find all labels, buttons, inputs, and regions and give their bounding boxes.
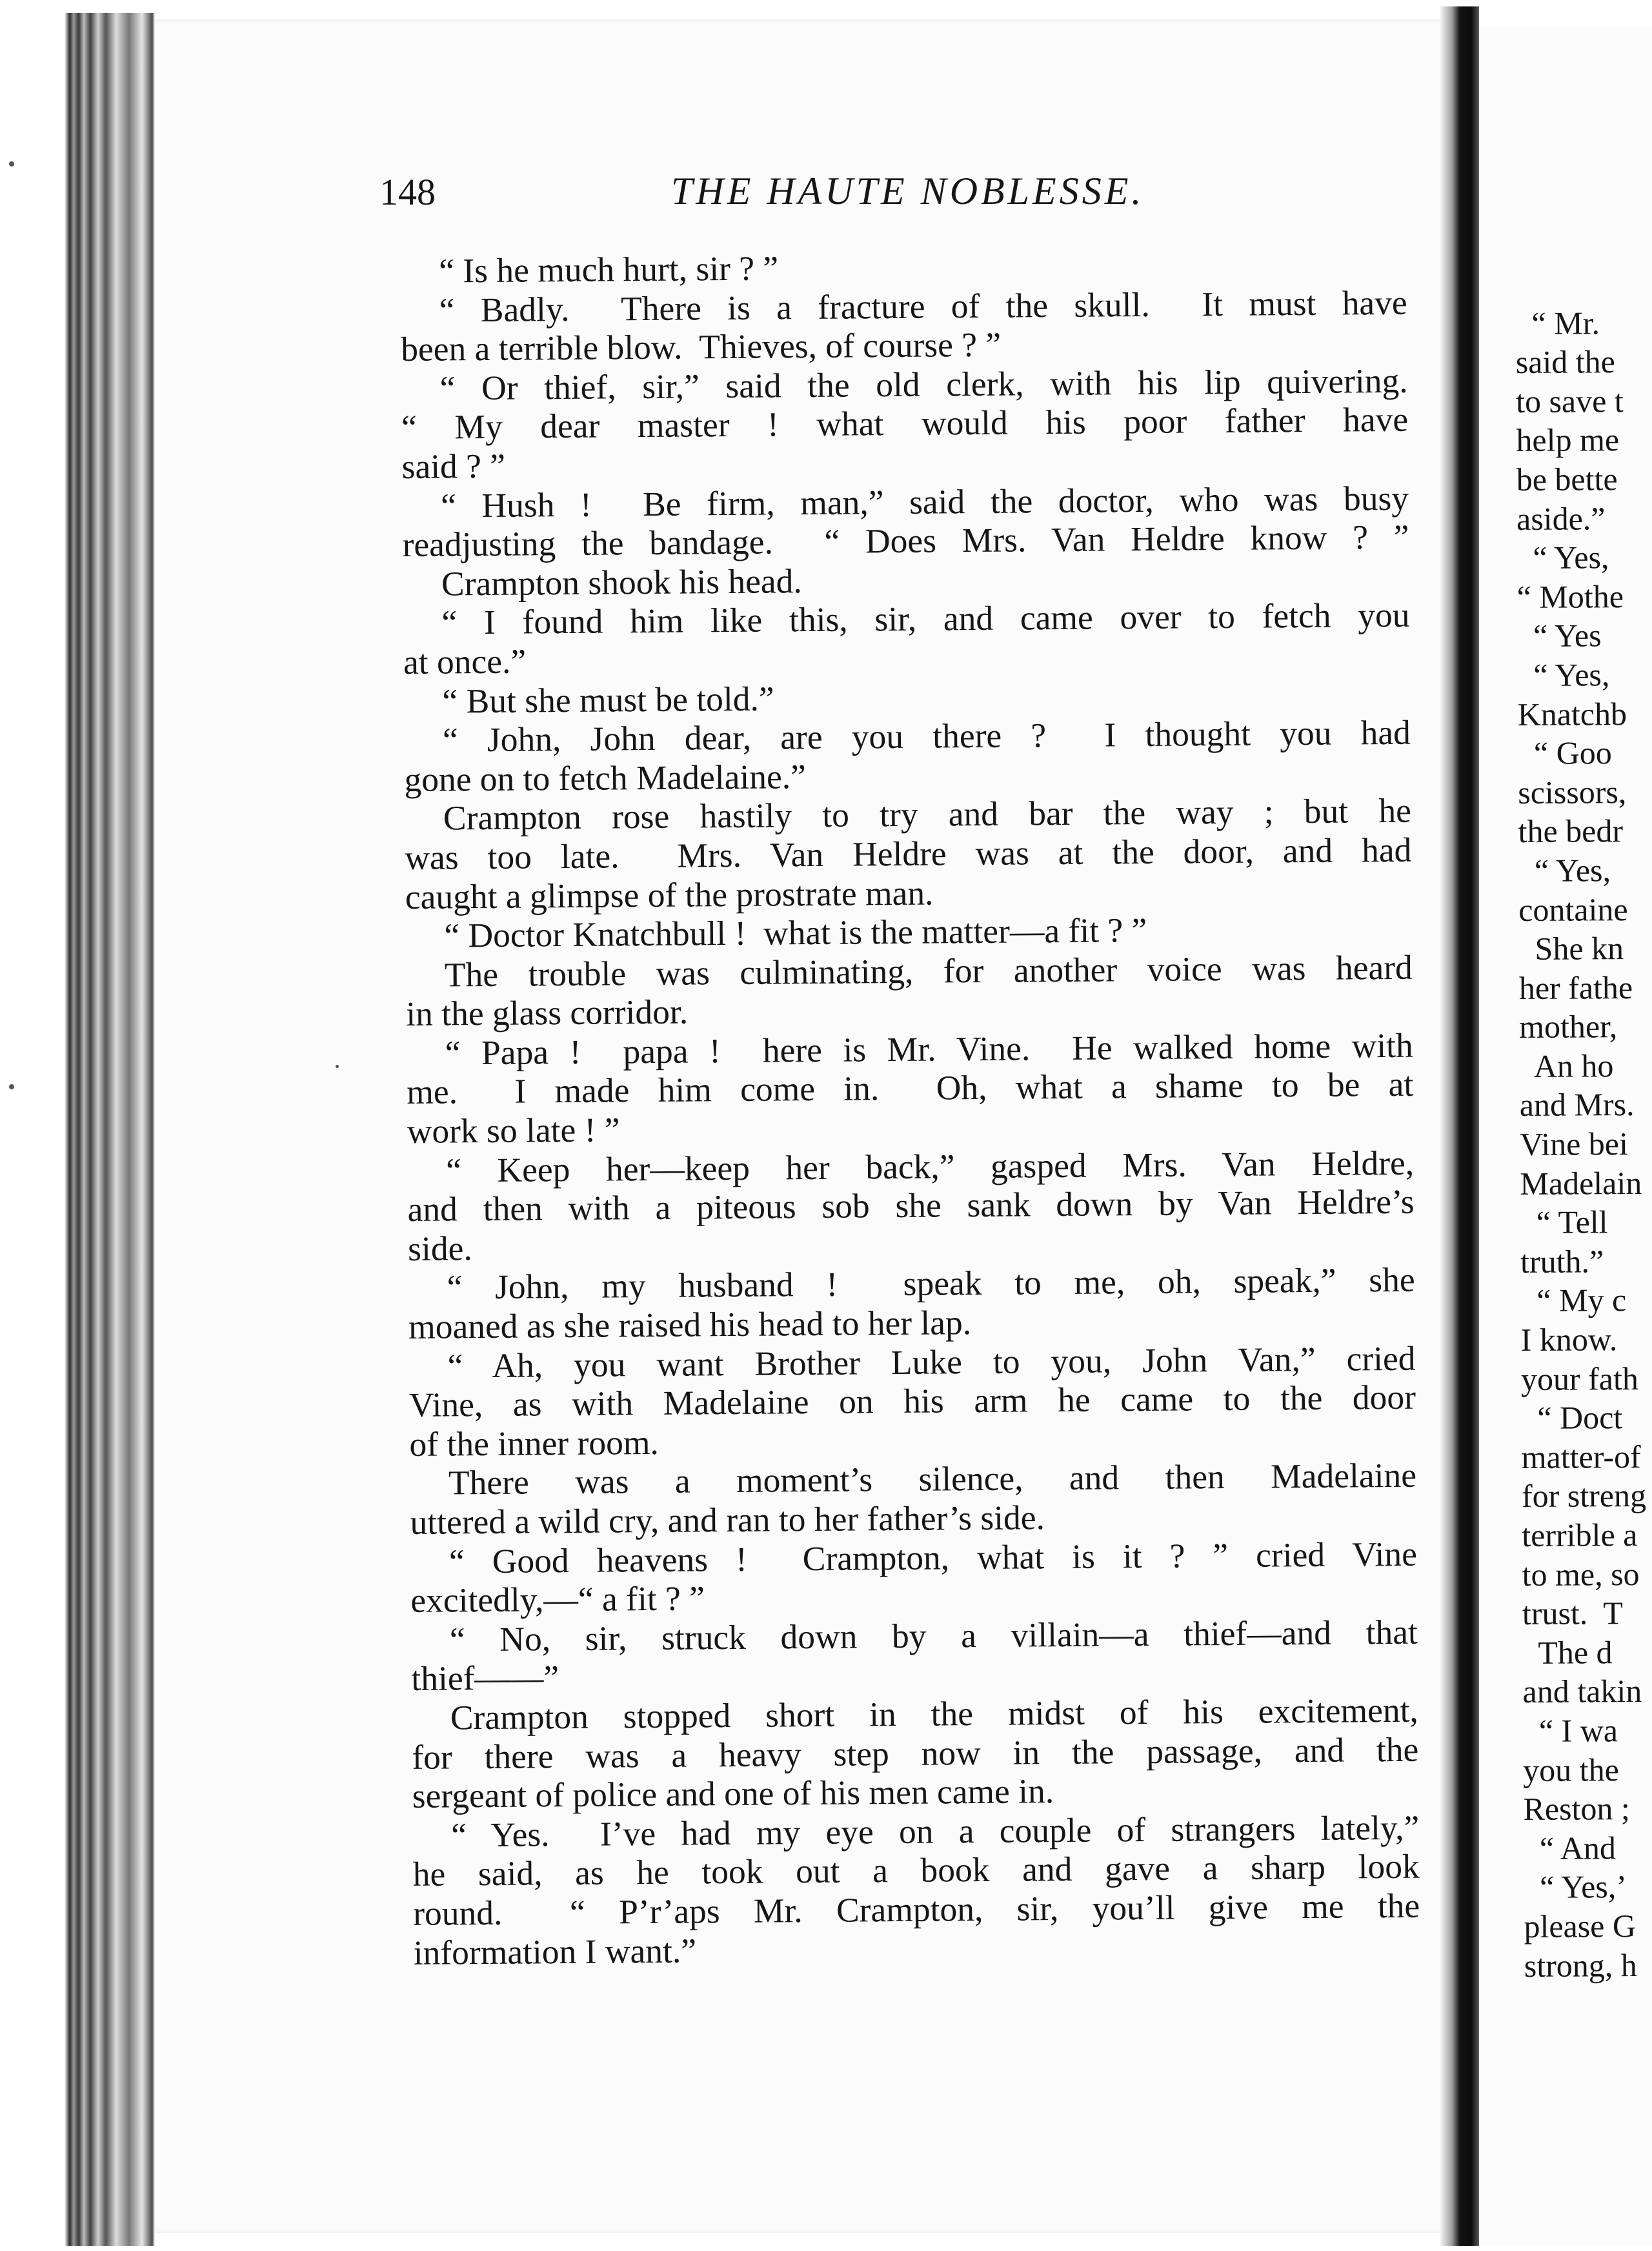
text-line: Crampton stopped short in the midst of his excitement, xyxy=(450,1690,1419,1737)
text-line: “ Hush ! Be firm, man,” said the doctor, who was busy xyxy=(440,478,1409,525)
text-line: Crampton rose hastily to try and bar the way ; but he xyxy=(443,791,1412,838)
text-line: gone on to fetch Madelaine.” xyxy=(404,756,807,799)
partial-text-line: your fath xyxy=(1520,1360,1639,1397)
text-line: information I want.” xyxy=(413,1931,697,1972)
page-number: 148 xyxy=(379,171,436,213)
partial-text-line: Reston ; xyxy=(1523,1790,1630,1828)
partial-text-line: aside.” xyxy=(1516,500,1606,537)
partial-text-line: The d xyxy=(1522,1634,1613,1671)
scan-speck xyxy=(9,161,14,167)
partial-text-line: help me xyxy=(1516,421,1620,459)
partial-text-line: matter-of xyxy=(1521,1438,1641,1475)
text-line: “ Keep her—keep her back,” gasped Mrs. Van Heldre, xyxy=(445,1143,1415,1190)
partial-text-line: An ho xyxy=(1519,1047,1614,1084)
text-line: he said, as he took out a book and gave a sharp look xyxy=(412,1847,1420,1894)
partial-text-line: She kn xyxy=(1518,930,1624,967)
text-line: “ My dear master ! what would his poor father have xyxy=(401,400,1409,447)
partial-text-line: “ Yes, xyxy=(1518,852,1611,889)
text-line: thief——” xyxy=(411,1658,559,1699)
partial-text-line: said the xyxy=(1515,343,1616,381)
text-line: Crampton shook his head. xyxy=(441,561,802,603)
partial-text-line: “ Goo xyxy=(1517,734,1612,772)
text-line: excitedly,—“ a fit ? ” xyxy=(410,1579,705,1620)
partial-text-line: you the xyxy=(1523,1751,1619,1788)
text-line: “ Ah, you want Brother Luke to you, John Van,” cried xyxy=(447,1338,1416,1386)
partial-text-line xyxy=(1515,264,1652,304)
text-line: “ John, my husband ! speak to me, oh, speak,” she xyxy=(447,1260,1415,1307)
text-line: in the glass corridor. xyxy=(406,992,689,1034)
text-line: “ Papa ! papa ! here is Mr. Vine. He walked home with xyxy=(445,1025,1413,1073)
partial-text-line: “ Yes,’ xyxy=(1524,1868,1627,1906)
text-line: been a terrible blow. Thieves, of course ? ” xyxy=(400,325,1002,369)
partial-text-line: “ And xyxy=(1523,1829,1617,1866)
partial-text-line: Knatchb xyxy=(1517,695,1627,732)
partial-text-line: for streng xyxy=(1521,1477,1647,1515)
text-line: There was a moment’s silence, and then Madelaine xyxy=(448,1456,1417,1502)
partial-text-line: “ Yes, xyxy=(1517,656,1610,693)
partial-text-line: trust. T xyxy=(1522,1595,1624,1632)
partial-text-line: Vine bei xyxy=(1519,1126,1629,1163)
partial-text-line: “ Mr. xyxy=(1515,304,1600,341)
partial-text-line: scissors, xyxy=(1518,773,1627,811)
partial-text-line: “ Tell xyxy=(1520,1204,1608,1241)
partial-text-line: Madelain xyxy=(1520,1164,1642,1202)
text-line: Vine, as with Madelaine on his arm he came to the door xyxy=(408,1377,1416,1425)
text-line: “ Doctor Knatchbull ! what is the matter—a fit ? ” xyxy=(444,911,1147,955)
text-line: The trouble was culminating, for another voice was heard xyxy=(444,947,1413,994)
text-line: “ Badly. There is a fracture of the skull. It must have xyxy=(439,283,1407,330)
text-line: for there was a heavy step now in the passage, and the xyxy=(412,1730,1419,1777)
text-line: “ Or thief, sir,” said the old clerk, with his lip quivering. xyxy=(439,361,1408,408)
partial-text-line: strong, h xyxy=(1524,1946,1637,1984)
partial-text-line: terrible a xyxy=(1522,1517,1638,1553)
text-line: readjusting the bandage. “ Does Mrs. Van Heldre know ? ” xyxy=(402,517,1409,565)
text-line: “ Yes. I’ve had my eye on a couple of strangers lately,” xyxy=(451,1808,1420,1855)
partial-text-line: “ My c xyxy=(1520,1282,1627,1319)
partial-text-line: “ Yes xyxy=(1516,617,1602,654)
text-line: uttered a wild cry, and ran to her father’s side. xyxy=(410,1498,1045,1542)
text-line: “ I found him like this, sir, and came over to fetch you xyxy=(441,596,1410,642)
scan-speck xyxy=(9,1084,14,1089)
partial-text-line: I know. xyxy=(1520,1321,1618,1358)
partial-text-line: the bedr xyxy=(1518,813,1624,850)
text-line: “ Good heavens ! Crampton, what is it ? ” cried Vine xyxy=(448,1534,1418,1581)
text-line: was too late. Mrs. Van Heldre was at the door, and had xyxy=(405,830,1412,877)
text-line: at once.” xyxy=(403,641,527,681)
running-title: THE HAUTE NOBLESSE. xyxy=(671,170,1145,212)
right-page-partial-text xyxy=(1515,264,1652,1985)
text-line: moaned as she raised his head to her lap. xyxy=(408,1303,972,1346)
text-line: sergeant of police and one of his men came in. xyxy=(412,1772,1054,1816)
book-page-edges xyxy=(65,13,155,2246)
partial-text-line: to me, so xyxy=(1522,1555,1640,1593)
partial-text-line: “ Yes, xyxy=(1516,539,1609,576)
partial-text-line: please G xyxy=(1524,1907,1637,1944)
text-line: said ? ” xyxy=(401,446,506,486)
text-line: and then with a piteous sob she sank down by Van Heldre’s xyxy=(407,1182,1415,1229)
partial-text-line: containe xyxy=(1518,891,1628,928)
text-line: caught a glimpse of the prostrate man. xyxy=(405,873,934,916)
text-line: side. xyxy=(407,1229,472,1268)
partial-text-line: and Mrs. xyxy=(1519,1086,1635,1124)
book-gutter xyxy=(1440,6,1479,2246)
partial-text-line: “ I wa xyxy=(1522,1712,1618,1749)
text-line: round. “ P’r’aps Mr. Crampton, sir, you’ll give me the xyxy=(412,1886,1420,1933)
partial-text-line: truth.” xyxy=(1520,1243,1604,1280)
partial-text-line: her fathe xyxy=(1518,969,1633,1006)
text-line: “ Is he much hurt, sir ? ” xyxy=(438,248,779,290)
text-line: “ No, sir, struck down by a villain—a thief—and that xyxy=(449,1612,1418,1659)
partial-text-line: and takin xyxy=(1522,1673,1642,1710)
text-line: work so late ! ” xyxy=(407,1110,620,1151)
text-line: of the inner room. xyxy=(409,1422,660,1464)
text-line: “ But she must be told.” xyxy=(442,679,774,721)
partial-text-line: be bette xyxy=(1516,461,1618,498)
partial-text-line: “ Mothe xyxy=(1516,578,1624,615)
scan-speck xyxy=(336,1065,339,1068)
text-line: me. I made him come in. Oh, what a shame to be at xyxy=(406,1065,1414,1112)
partial-text-line: to save t xyxy=(1515,382,1624,419)
partial-text-line: mother, xyxy=(1519,1008,1618,1045)
text-line: “ John, John dear, are you there ? I thought you had xyxy=(442,712,1411,760)
left-page-text xyxy=(400,244,1420,1972)
partial-text-line: “ Doct xyxy=(1521,1399,1623,1437)
